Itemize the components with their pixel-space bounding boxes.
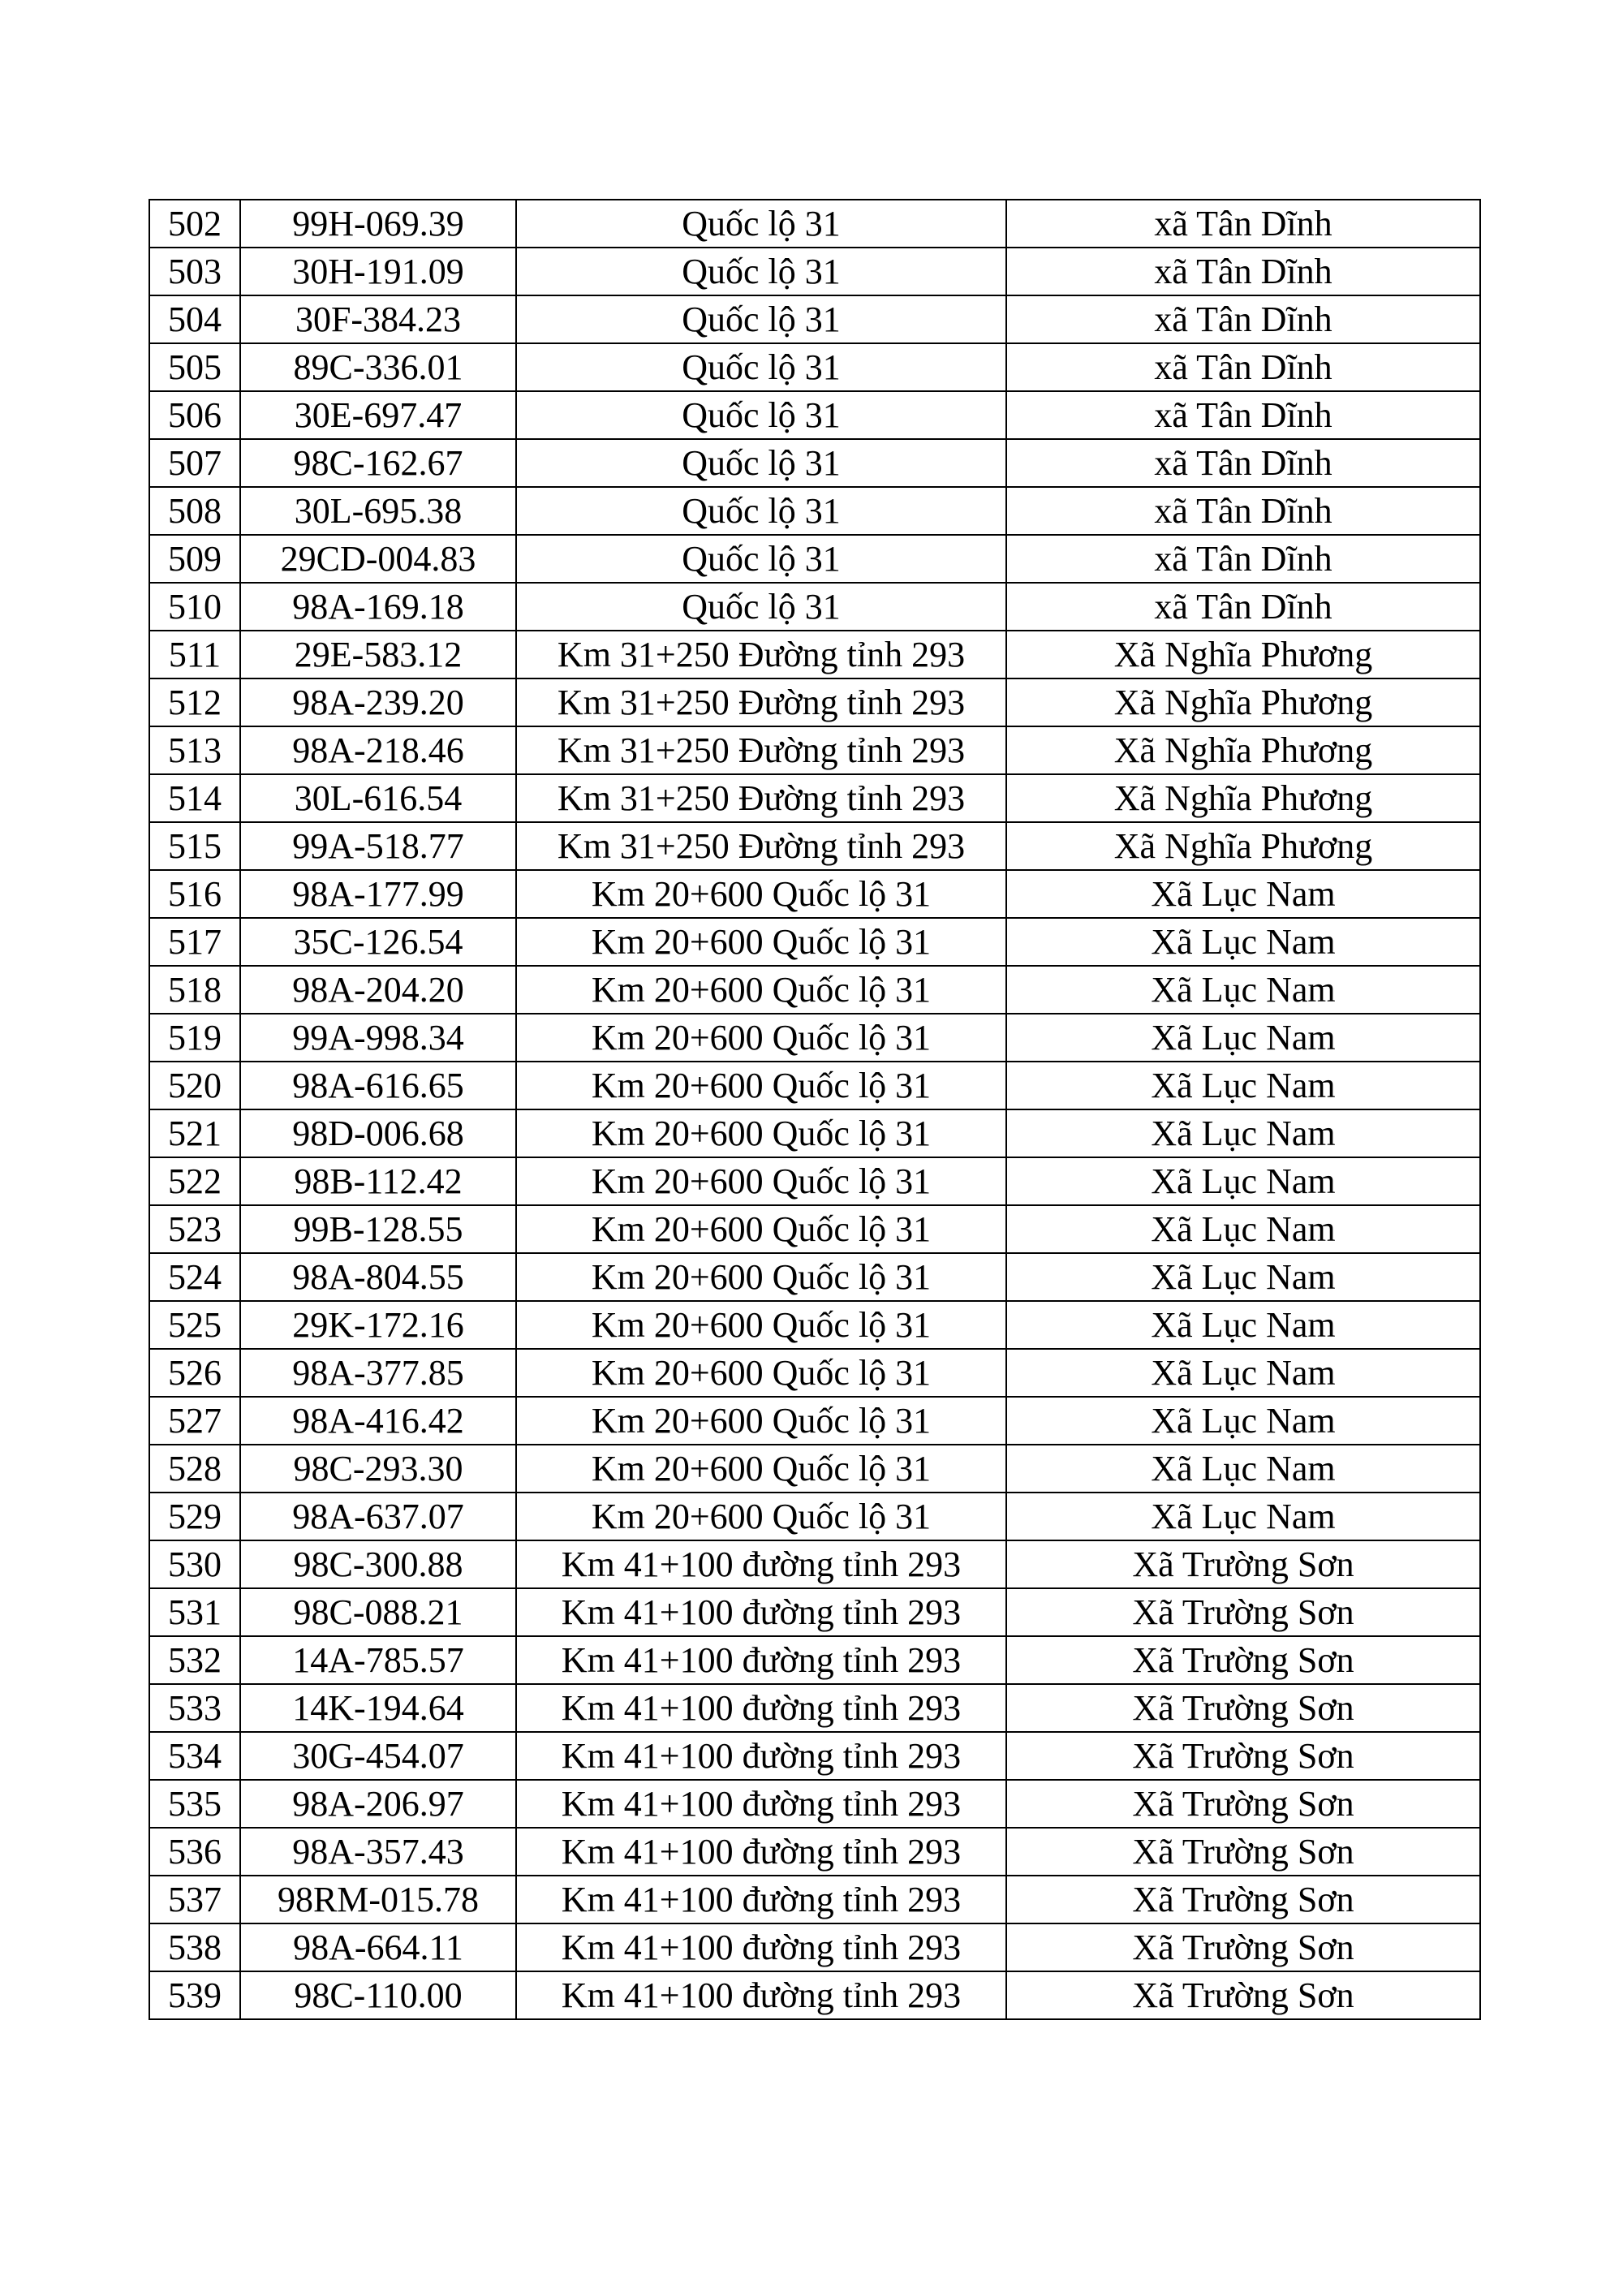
cell-plate-number: 99B-128.55 [240,1205,516,1253]
cell-location: Km 41+100 đường tỉnh 293 [516,1971,1006,2019]
table-row [149,1876,1480,1923]
cell-plate-number: 98A-416.42 [240,1397,516,1445]
cell-location: Quốc lộ 31 [516,391,1006,439]
cell-stt: 526 [149,1349,240,1397]
cell-location: Km 20+600 Quốc lộ 31 [516,966,1006,1014]
cell-location: Km 41+100 đường tỉnh 293 [516,1876,1006,1923]
cell-commune: Xã Lục Nam [1006,1253,1480,1301]
table-row [149,1445,1480,1493]
cell-stt: 512 [149,678,240,726]
cell-location: Km 41+100 đường tỉnh 293 [516,1923,1006,1971]
cell-commune: Xã Lục Nam [1006,1205,1480,1253]
cell-stt: 539 [149,1971,240,2019]
cell-plate-number: 30G-454.07 [240,1732,516,1780]
cell-stt: 527 [149,1397,240,1445]
cell-commune: xã Tân Dĩnh [1006,200,1480,248]
cell-location: Quốc lộ 31 [516,343,1006,391]
cell-plate-number: 30L-695.38 [240,487,516,535]
cell-commune: Xã Trường Sơn [1006,1828,1480,1876]
cell-location: Km 20+600 Quốc lộ 31 [516,1157,1006,1205]
table-row [149,1301,1480,1349]
cell-plate-number: 29K-172.16 [240,1301,516,1349]
table-row [149,1349,1480,1397]
cell-commune: xã Tân Dĩnh [1006,535,1480,583]
table-row [149,1636,1480,1684]
cell-stt: 534 [149,1732,240,1780]
cell-commune: Xã Lục Nam [1006,1109,1480,1157]
cell-location: Km 31+250 Đường tỉnh 293 [516,678,1006,726]
cell-commune: xã Tân Dĩnh [1006,248,1480,295]
cell-commune: Xã Trường Sơn [1006,1780,1480,1828]
cell-stt: 505 [149,343,240,391]
table-row [149,1109,1480,1157]
cell-stt: 508 [149,487,240,535]
cell-commune: Xã Nghĩa Phương [1006,631,1480,678]
cell-commune: Xã Trường Sơn [1006,1636,1480,1684]
table-row [149,1397,1480,1445]
cell-stt: 511 [149,631,240,678]
cell-location: Km 20+600 Quốc lộ 31 [516,1445,1006,1493]
cell-commune: Xã Nghĩa Phương [1006,774,1480,822]
cell-location: Km 20+600 Quốc lộ 31 [516,1397,1006,1445]
cell-plate-number: 98A-616.65 [240,1062,516,1109]
cell-plate-number: 98A-239.20 [240,678,516,726]
table-row [149,1493,1480,1540]
table-row [149,1588,1480,1636]
cell-plate-number: 98A-177.99 [240,870,516,918]
cell-location: Km 20+600 Quốc lộ 31 [516,1109,1006,1157]
table-row [149,822,1480,870]
cell-stt: 533 [149,1684,240,1732]
cell-stt: 502 [149,200,240,248]
cell-location: Quốc lộ 31 [516,295,1006,343]
cell-plate-number: 14A-785.57 [240,1636,516,1684]
cell-commune: xã Tân Dĩnh [1006,391,1480,439]
cell-plate-number: 98C-110.00 [240,1971,516,2019]
table-row [149,487,1480,535]
cell-commune: xã Tân Dĩnh [1006,343,1480,391]
cell-commune: Xã Nghĩa Phương [1006,678,1480,726]
cell-location: Km 41+100 đường tỉnh 293 [516,1828,1006,1876]
cell-plate-number: 98A-637.07 [240,1493,516,1540]
cell-plate-number: 99A-518.77 [240,822,516,870]
cell-plate-number: 98A-377.85 [240,1349,516,1397]
cell-location: Km 20+600 Quốc lộ 31 [516,1014,1006,1062]
cell-stt: 520 [149,1062,240,1109]
cell-location: Km 41+100 đường tỉnh 293 [516,1684,1006,1732]
cell-location: Quốc lộ 31 [516,583,1006,631]
cell-plate-number: 98C-300.88 [240,1540,516,1588]
cell-commune: Xã Lục Nam [1006,870,1480,918]
cell-location: Km 31+250 Đường tỉnh 293 [516,822,1006,870]
cell-plate-number: 35C-126.54 [240,918,516,966]
table-row [149,966,1480,1014]
cell-commune: Xã Lục Nam [1006,1157,1480,1205]
cell-plate-number: 29E-583.12 [240,631,516,678]
cell-stt: 517 [149,918,240,966]
cell-plate-number: 98A-664.11 [240,1923,516,1971]
table-row [149,248,1480,295]
cell-location: Km 31+250 Đường tỉnh 293 [516,774,1006,822]
cell-commune: Xã Lục Nam [1006,1014,1480,1062]
cell-location: Km 41+100 đường tỉnh 293 [516,1540,1006,1588]
table-row [149,1062,1480,1109]
table-row [149,1780,1480,1828]
table-body [149,200,1480,2019]
cell-commune: Xã Lục Nam [1006,1062,1480,1109]
table-row [149,631,1480,678]
table-row [149,774,1480,822]
cell-location: Km 20+600 Quốc lộ 31 [516,918,1006,966]
table-row [149,439,1480,487]
cell-plate-number: 98A-804.55 [240,1253,516,1301]
table-row [149,1923,1480,1971]
cell-commune: Xã Nghĩa Phương [1006,726,1480,774]
cell-commune: Xã Trường Sơn [1006,1540,1480,1588]
table-row [149,535,1480,583]
table-row [149,391,1480,439]
cell-commune: Xã Lục Nam [1006,918,1480,966]
cell-plate-number: 89C-336.01 [240,343,516,391]
table-row [149,295,1480,343]
cell-stt: 531 [149,1588,240,1636]
cell-plate-number: 98C-162.67 [240,439,516,487]
cell-location: Quốc lộ 31 [516,439,1006,487]
cell-stt: 510 [149,583,240,631]
cell-location: Km 41+100 đường tỉnh 293 [516,1780,1006,1828]
cell-location: Quốc lộ 31 [516,248,1006,295]
cell-plate-number: 99H-069.39 [240,200,516,248]
table-row [149,678,1480,726]
violation-table [149,199,1481,2020]
cell-stt: 538 [149,1923,240,1971]
cell-location: Quốc lộ 31 [516,535,1006,583]
cell-commune: Xã Lục Nam [1006,1349,1480,1397]
cell-plate-number: 98A-206.97 [240,1780,516,1828]
cell-stt: 516 [149,870,240,918]
cell-stt: 521 [149,1109,240,1157]
cell-location: Km 20+600 Quốc lộ 31 [516,1062,1006,1109]
cell-stt: 530 [149,1540,240,1588]
cell-stt: 535 [149,1780,240,1828]
table-row [149,200,1480,248]
cell-stt: 532 [149,1636,240,1684]
cell-plate-number: 14K-194.64 [240,1684,516,1732]
cell-stt: 503 [149,248,240,295]
cell-plate-number: 30E-697.47 [240,391,516,439]
cell-stt: 506 [149,391,240,439]
cell-plate-number: 98D-006.68 [240,1109,516,1157]
cell-stt: 513 [149,726,240,774]
table-row [149,1732,1480,1780]
cell-location: Km 20+600 Quốc lộ 31 [516,1253,1006,1301]
cell-commune: Xã Nghĩa Phương [1006,822,1480,870]
table-row [149,1205,1480,1253]
cell-commune: xã Tân Dĩnh [1006,487,1480,535]
cell-plate-number: 99A-998.34 [240,1014,516,1062]
table-row [149,343,1480,391]
table-row [149,583,1480,631]
cell-plate-number: 98C-088.21 [240,1588,516,1636]
cell-commune: Xã Lục Nam [1006,1301,1480,1349]
cell-plate-number: 98B-112.42 [240,1157,516,1205]
cell-commune: Xã Trường Sơn [1006,1971,1480,2019]
cell-location: Km 41+100 đường tỉnh 293 [516,1588,1006,1636]
cell-location: Km 20+600 Quốc lộ 31 [516,1349,1006,1397]
cell-commune: xã Tân Dĩnh [1006,439,1480,487]
cell-plate-number: 29CD-004.83 [240,535,516,583]
cell-commune: xã Tân Dĩnh [1006,295,1480,343]
cell-stt: 536 [149,1828,240,1876]
cell-stt: 528 [149,1445,240,1493]
table-row [149,1157,1480,1205]
cell-location: Km 20+600 Quốc lộ 31 [516,870,1006,918]
cell-commune: Xã Lục Nam [1006,1493,1480,1540]
table-row [149,726,1480,774]
cell-plate-number: 98A-357.43 [240,1828,516,1876]
cell-location: Km 20+600 Quốc lộ 31 [516,1301,1006,1349]
cell-plate-number: 30H-191.09 [240,248,516,295]
cell-commune: Xã Trường Sơn [1006,1876,1480,1923]
cell-stt: 519 [149,1014,240,1062]
cell-stt: 537 [149,1876,240,1923]
cell-commune: Xã Trường Sơn [1006,1732,1480,1780]
table-row [149,1971,1480,2019]
cell-stt: 524 [149,1253,240,1301]
cell-location: Km 31+250 Đường tỉnh 293 [516,726,1006,774]
cell-stt: 522 [149,1157,240,1205]
cell-location: Km 20+600 Quốc lộ 31 [516,1205,1006,1253]
cell-commune: Xã Lục Nam [1006,1445,1480,1493]
cell-commune: Xã Lục Nam [1006,966,1480,1014]
cell-stt: 518 [149,966,240,1014]
cell-commune: Xã Lục Nam [1006,1397,1480,1445]
table-row [149,1253,1480,1301]
cell-commune: Xã Trường Sơn [1006,1684,1480,1732]
cell-plate-number: 98A-169.18 [240,583,516,631]
cell-stt: 514 [149,774,240,822]
cell-plate-number: 30F-384.23 [240,295,516,343]
table-row [149,870,1480,918]
cell-stt: 507 [149,439,240,487]
cell-commune: xã Tân Dĩnh [1006,583,1480,631]
cell-commune: Xã Trường Sơn [1006,1923,1480,1971]
table-row [149,918,1480,966]
cell-plate-number: 30L-616.54 [240,774,516,822]
cell-location: Km 41+100 đường tỉnh 293 [516,1732,1006,1780]
cell-location: Km 31+250 Đường tỉnh 293 [516,631,1006,678]
cell-location: Quốc lộ 31 [516,487,1006,535]
table-row [149,1014,1480,1062]
cell-stt: 509 [149,535,240,583]
cell-stt: 515 [149,822,240,870]
cell-location: Km 20+600 Quốc lộ 31 [516,1493,1006,1540]
cell-plate-number: 98RM-015.78 [240,1876,516,1923]
cell-plate-number: 98C-293.30 [240,1445,516,1493]
table-row [149,1684,1480,1732]
cell-stt: 523 [149,1205,240,1253]
table-row [149,1828,1480,1876]
cell-location: Quốc lộ 31 [516,200,1006,248]
cell-location: Km 41+100 đường tỉnh 293 [516,1636,1006,1684]
cell-commune: Xã Trường Sơn [1006,1588,1480,1636]
cell-stt: 525 [149,1301,240,1349]
cell-stt: 504 [149,295,240,343]
cell-plate-number: 98A-204.20 [240,966,516,1014]
cell-plate-number: 98A-218.46 [240,726,516,774]
cell-stt: 529 [149,1493,240,1540]
table-row [149,1540,1480,1588]
